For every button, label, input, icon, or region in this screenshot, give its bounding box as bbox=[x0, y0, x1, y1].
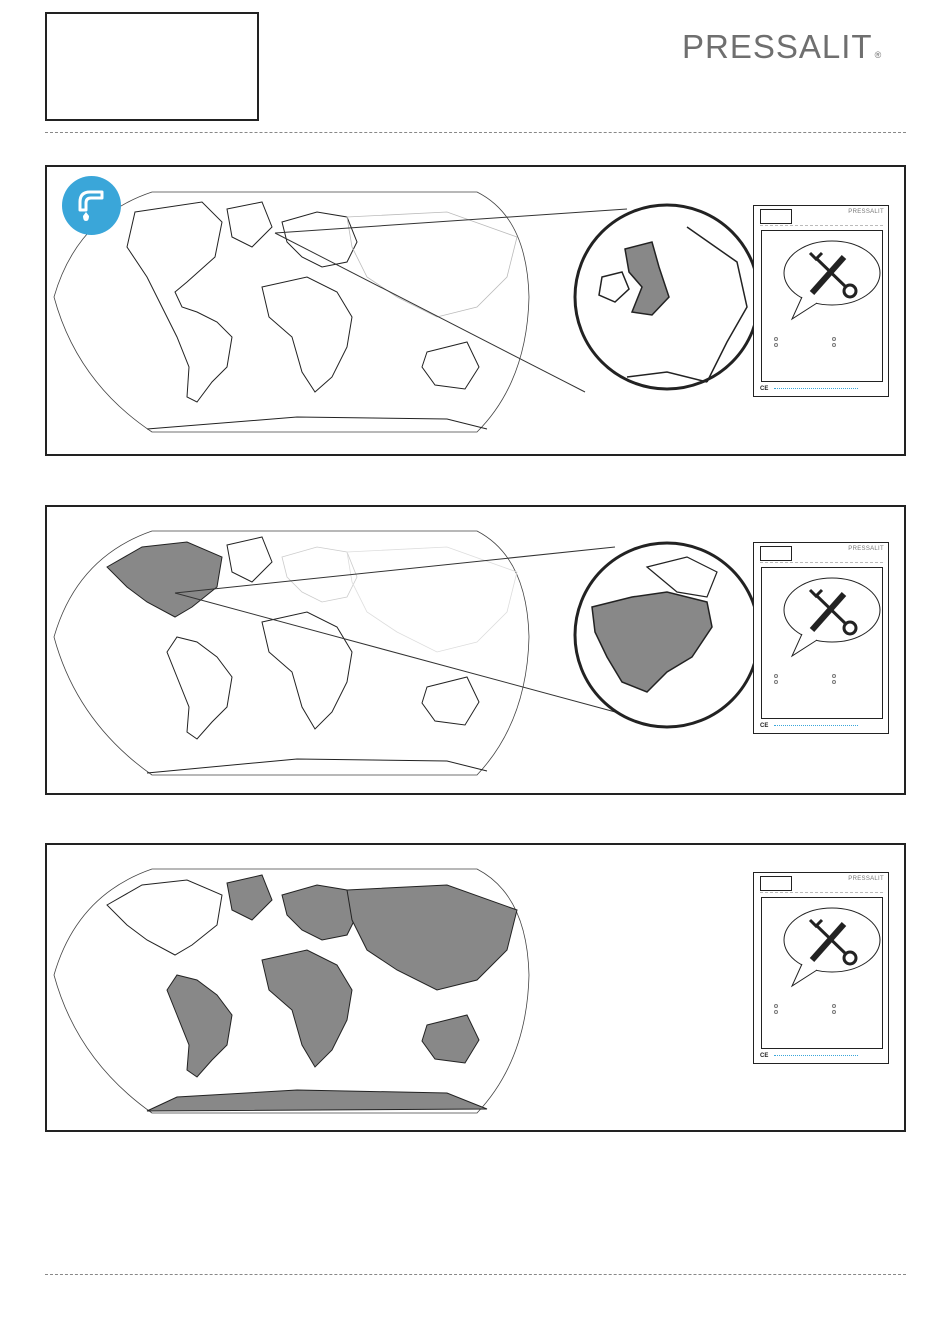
manual-brand: PRESSALIT bbox=[848, 209, 884, 215]
manual-label-box bbox=[760, 546, 792, 561]
label-box bbox=[45, 12, 259, 121]
manual-thumbnail bbox=[753, 542, 889, 734]
panel-north-america bbox=[45, 505, 906, 795]
brand-text: PRESSALIT bbox=[682, 28, 873, 65]
manual-thumbnail bbox=[753, 872, 889, 1064]
manual-footer-line bbox=[774, 725, 858, 726]
panel-rest-of-world bbox=[45, 843, 906, 1132]
water-tap-icon bbox=[62, 176, 121, 235]
manual-label-box bbox=[760, 876, 792, 891]
divider-bottom bbox=[45, 1274, 906, 1275]
manual-divider bbox=[760, 892, 883, 893]
manual-label-box bbox=[760, 209, 792, 224]
wrench-screwdriver-icon bbox=[762, 568, 884, 720]
divider-top bbox=[45, 132, 906, 133]
manual-divider bbox=[760, 562, 883, 563]
ce-mark: CE bbox=[760, 1053, 769, 1059]
manual-footer-line bbox=[774, 1055, 858, 1056]
pressalit-logo bbox=[682, 28, 883, 66]
manual-thumbnail bbox=[753, 205, 889, 397]
manual-inner-frame bbox=[761, 567, 883, 719]
manual-inner-frame bbox=[761, 897, 883, 1049]
panel-uk bbox=[45, 165, 906, 456]
ce-mark: CE bbox=[760, 723, 769, 729]
registered-mark: ® bbox=[874, 50, 883, 60]
wrench-screwdriver-icon bbox=[762, 231, 884, 383]
manual-brand: PRESSALIT bbox=[848, 876, 884, 882]
ce-mark: CE bbox=[760, 386, 769, 392]
manual-footer-line bbox=[774, 388, 858, 389]
manual-divider bbox=[760, 225, 883, 226]
manual-inner-frame bbox=[761, 230, 883, 382]
wrench-screwdriver-icon bbox=[762, 898, 884, 1050]
manual-brand: PRESSALIT bbox=[848, 546, 884, 552]
